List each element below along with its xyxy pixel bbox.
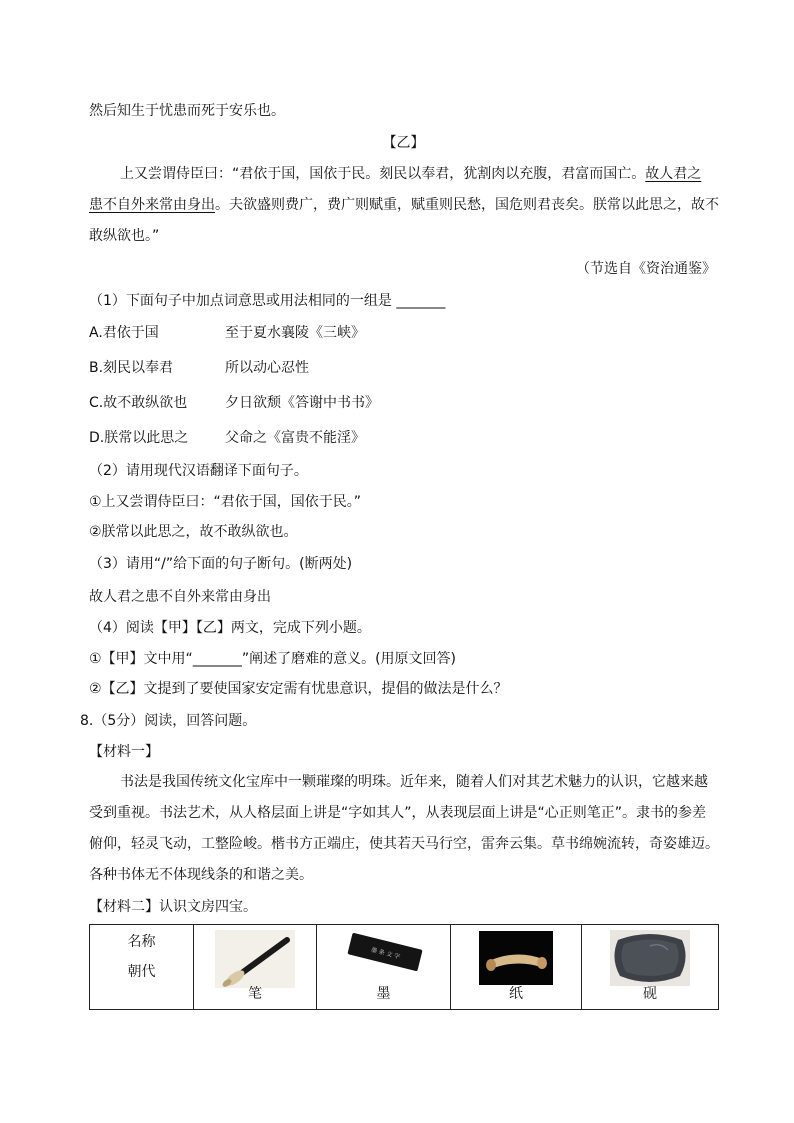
inkstone-cell [582,925,719,1010]
material-1-line-3: 俯仰，轻灵飞动，工整险峻。楷书方正端庄，使其若天马行空，雷奔云集。草书绵婉流转，奇姿雄迈。 [89,836,719,852]
table-row [90,925,719,1010]
question-2-sentence-2: ②朕常以此思之，故不敢纵欲也。 [89,524,298,540]
header-name-label: 名称 [127,934,156,950]
material-1-line-2: 受到重视。书法艺术，从人格层面上讲是“字如其人”，从表现层面上讲是“心正则笔正”。隶书的参差 [89,805,707,821]
question-1-prompt: （1）下面句子中加点词意思或用法相同的一组是 _______ [89,293,446,309]
passage-b-text: 上又尝谓侍臣曰：“君依于国，国依于民。刻民以奉君，犹割肉以充腹，君富而国亡。 [120,166,646,182]
passage-b-heading: 【乙】 [382,135,425,151]
passage-source: （节选自《资治通鉴》 [576,261,716,277]
passage-b-line-1 [120,164,701,184]
option-d-right: 父命之《富贵不能淫》 [225,430,365,446]
question-2-sentence-1: ①上又尝谓侍臣曰：“君依于国，国依于民。” [89,494,362,510]
ink-cell [317,925,451,1010]
inkstone-icon [610,930,690,986]
passage-b-line-2 [89,195,719,215]
question-3-sentence: 故人君之患不自外来常由身出 [89,589,271,605]
underlined-sentence-part-2: 患不自外来常由身出 [89,197,215,213]
question-4-sentence-1: ①【甲】文中用“_______”阐述了磨难的意义。(用原文回答) [89,651,456,667]
question-3-prompt: （3）请用“/”给下面的句子断句。(断两处) [89,556,353,572]
material-1-line-4: 各种书体无不体现线条的和谐之美。 [89,867,313,883]
paper-scroll-icon [479,931,553,985]
inkstone-label: 砚 [643,986,657,1002]
material-1-line-1: 书法是我国传统文化宝库中一颗璀璨的明珠。近年来，随着人们对其艺术魅力的认识，它越来越 [120,774,708,790]
answer-blank: _______ [192,651,242,667]
passage-a-last-line: 然后知生于忧患而死于安乐也。 [89,103,285,119]
question-4-sentence-2: ②【乙】文提到了要使国家安定需有忧患意识，提倡的做法是什么？ [89,681,508,697]
material-1-heading: 【材料一】 [89,744,159,760]
option-a-left: A.君依于国 [89,325,159,341]
brush-label: 笔 [248,986,262,1002]
ink-label: 墨 [376,986,391,1002]
paper-cell [451,925,582,1010]
option-c-left: C.故不敢纵欲也 [89,395,188,411]
passage-b-text: 。夫欲盛则费广，费广则赋重，赋重则民愁，国危则君丧矣。朕常以此思之，故不 [215,197,719,213]
four-treasures-table [89,924,719,1010]
option-c-right: 夕日欲颓《答谢中书书》 [225,395,379,411]
underlined-sentence-part-1: 故人君之 [645,166,702,182]
option-b-right: 所以动心忍性 [225,360,309,376]
ink-stick-icon [343,931,425,985]
header-dynasty-label: 朝代 [127,964,156,980]
question-2-prompt: （2）请用现代汉语翻译下面句子。 [89,463,308,479]
option-a-right: 至于夏水襄陵《三峡》 [225,325,365,341]
answer-blank: _______ [396,293,446,309]
option-d-left: D.朕常以此思之 [89,430,189,446]
passage-b-line-3: 敢纵欲也。” [89,228,160,244]
paper-label: 纸 [509,986,523,1002]
material-2-heading: 【材料二】认识文房四宝。 [89,899,257,915]
brush-cell [194,925,317,1010]
ink-stick-inscription: 墨 条 文 字 [369,946,401,961]
header-cell [90,925,194,1010]
option-b-left: B.刻民以奉君 [89,360,174,376]
brush-icon [215,930,295,988]
question-8-prompt: 8.（5分）阅读，回答问题。 [80,713,257,729]
question-4-prompt: （4）阅读【甲】【乙】两文，完成下列小题。 [89,620,371,636]
